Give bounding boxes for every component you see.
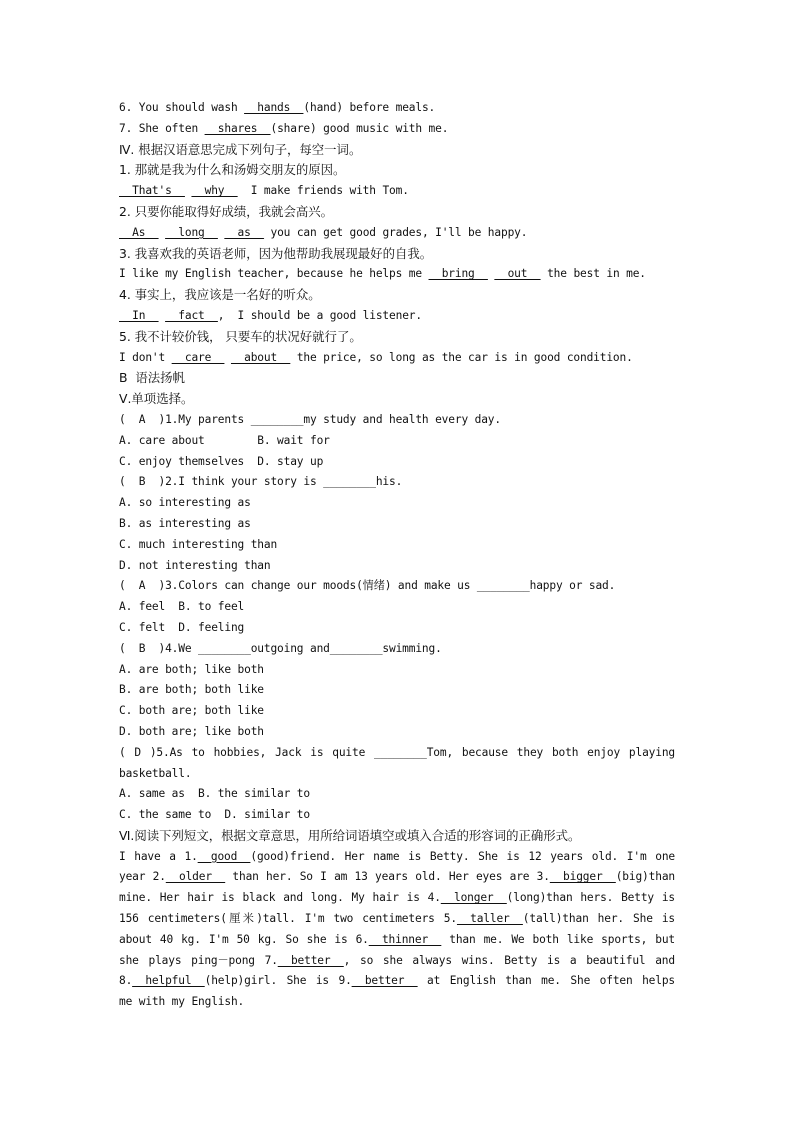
text-line-l42: she plays ping－pong 7.__better__, so she always wins. Betty is a beautiful and [119, 953, 675, 967]
text-line-l02: 7. She often __shares__(share) good music with me. [119, 121, 449, 135]
text-line-l10: 4. 事实上，我应该是一名好的听众。 [119, 287, 321, 303]
text-line-l18: C. enjoy themselves D. stay up [119, 454, 324, 468]
text-line-l27: ( B )4.We ________outgoing and________swimming. [119, 641, 442, 655]
text-line-l20: A. so interesting as [119, 496, 251, 510]
text-line-l21: B. as interesting as [119, 516, 251, 530]
text-line-l32: ( D )5.As to hobbies, Jack is quite ________Tom, because they both enjoy playing [119, 745, 675, 759]
text-line-l38: year 2.__older__ than her. So I am 13 years old. Her eyes are 3.__bigger__(big)than [119, 870, 675, 884]
text-line-l40: 156 centimeters(厘米)tall. I'm two centimeters 5.__taller__(tall)than her. She is [119, 912, 675, 926]
text-line-l23: D. not interesting than [119, 558, 271, 572]
text-line-l11: __In__ __fact__, I should be a good listener. [119, 308, 422, 322]
text-line-l08: 3. 我喜欢我的英语老师，因为他帮助我展现最好的自我。 [119, 245, 433, 261]
text-line-l30: C. both are; both like [119, 704, 264, 718]
text-line-l36: Ⅵ.阅读下列短文，根据文章意思，用所给词语填空或填入合适的形容词的正确形式。 [119, 827, 581, 843]
text-line-l33: basketball. [119, 766, 192, 780]
text-line-l39: mine. Her hair is black and long. My hair is 4.__longer__(long)than hers. Betty is [119, 891, 675, 905]
text-line-l37: I have a 1.__good__(good)friend. Her name is Betty. She is 12 years old. I'm one [119, 849, 675, 863]
text-line-l25: A. feel B. to feel [119, 600, 245, 614]
text-line-l05: __That's__ __why__ I make friends with Tom. [119, 184, 409, 198]
text-line-l22: C. much interesting than [119, 537, 278, 551]
worksheet-page [119, 98, 675, 1013]
text-line-l12: 5. 我不计较价钱， 只要车的状况好就行了。 [119, 328, 362, 344]
text-line-l28: A. are both; like both [119, 662, 264, 676]
text-line-l17: A. care about B. wait for [119, 433, 330, 447]
text-line-l29: B. are both; both like [119, 683, 264, 697]
text-line-l24: ( A )3.Colors can change our moods(情绪) and make us ________happy or sad. [119, 579, 616, 593]
text-line-l01: 6. You should wash __hands__(hand) before meals. [119, 101, 436, 114]
text-line-l06: 2. 只要你能取得好成绩，我就会高兴。 [119, 203, 334, 219]
text-line-l41: about 40 kg. I'm 50 kg. So she is 6.__thinner__ than me. We both like sports, but [119, 932, 676, 946]
text-line-l13: I don't __care__ __about__ the price, so long as the car is in good condition. [119, 350, 633, 364]
text-line-l07: __As__ __long__ __as__ you can get good grades, I'll be happy. [119, 225, 528, 239]
text-line-l35: C. the same to D. similar to [119, 808, 310, 822]
text-line-l26: C. felt D. feeling [119, 620, 245, 634]
text-line-l03: Ⅳ. 根据汉语意思完成下列句子，每空一词。 [119, 141, 362, 157]
text-line-l44: me with my English. [119, 995, 245, 1009]
text-line-l31: D. both are; like both [119, 724, 264, 738]
text-line-l14: B 语法扬帆 [119, 370, 185, 386]
text-line-l16: ( A )1.My parents ________my study and health every day. [119, 412, 501, 426]
text-line-l15: Ⅴ.单项选择。 [119, 391, 194, 407]
text-line-l04: 1. 那就是我为什么和汤姆交朋友的原因。 [119, 162, 346, 178]
text-line-l34: A. same as B. the similar to [119, 787, 310, 801]
text-line-l43: 8.__helpful__(help)girl. She is 9.__better__ at English than me. She often helps [119, 974, 676, 988]
text-line-l19: ( B )2.I think your story is ________his. [119, 475, 403, 489]
text-line-l09: I like my English teacher, because he helps me __bring__ __out__ the best in me. [119, 267, 646, 281]
